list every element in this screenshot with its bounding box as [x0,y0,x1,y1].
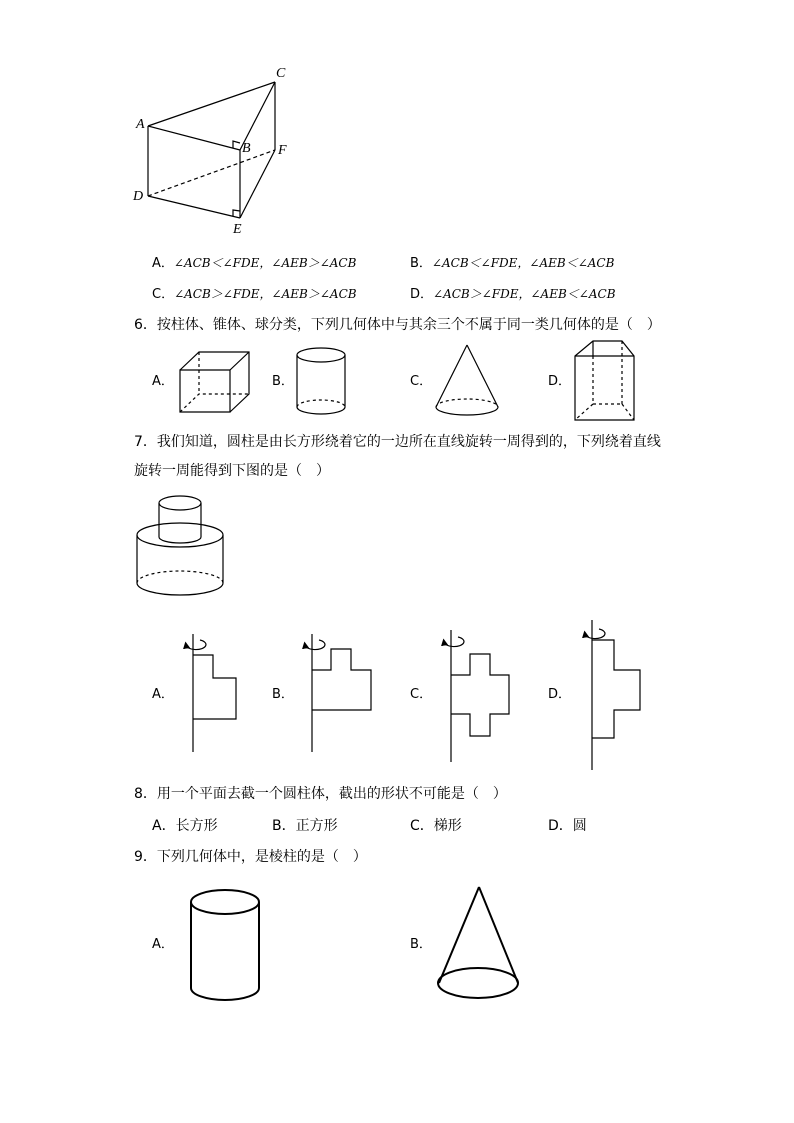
q9-option-a[interactable]: A． [152,937,174,952]
option-text: ∠ACB＜∠FDE，∠AEB＞∠ACB [173,256,357,270]
q6-stem: 6．按柱体、锥体、球分类，下列几何体中与其余三个不属于同一类几何体的是（ ） [134,317,661,333]
option-text: ∠ACB＞∠FDE，∠AEB＜∠ACB [433,287,616,301]
q7-stem-line1: 7．我们知道，圆柱是由长方形绕着它的一边所在直线旋转一周得到的，下列绕着直线 [134,434,661,450]
q7-option-d[interactable]: D． [548,687,572,702]
cone-icon [438,887,518,998]
vertex-label-c: C [276,66,286,81]
vertex-label-f: F [278,143,287,158]
option-text: ∠ACB＞∠FDE，∠AEB＞∠ACB [174,287,357,301]
q7-option-c[interactable]: C． [410,687,433,702]
vertex-label-e: E [233,222,242,237]
q6-option-c[interactable]: C． [410,374,433,389]
option-letter: B． [272,818,296,834]
q8-stem: 8．用一个平面去截一个圆柱体，截出的形状不可能是（ ） [134,786,507,802]
vertex-label-b: B [242,141,251,156]
option-letter: D． [410,287,434,302]
option-letter: A． [152,256,174,271]
option-text: 长方形 [175,818,218,834]
q7-stem-line2: 旋转一周能得到下图的是（ ） [134,463,330,479]
option-letter: C． [152,287,175,302]
option-text: ∠ACB＜∠FDE，∠AEB＜∠ACB [431,256,615,270]
option-text: 圆 [572,818,587,834]
q7-option-a[interactable]: A． [152,687,174,702]
vertex-label-a: A [136,117,145,132]
q6-option-d[interactable]: D． [548,374,572,389]
option-text: 正方形 [295,818,338,834]
vertex-label-d: D [133,189,144,204]
option-text: 梯形 [433,818,462,834]
q6-option-b[interactable]: B． [272,374,294,389]
cylinder-icon [191,890,259,1000]
option-letter: C． [410,818,434,834]
q6-option-a[interactable]: A． [152,374,174,389]
q7-option-b[interactable]: B． [272,687,294,702]
option-letter: B． [410,256,432,271]
option-letter: D． [548,818,573,834]
option-letter: A． [152,818,176,834]
q9-stem: 9．下列几何体中，是棱柱的是（ ） [134,849,367,865]
q9-option-b[interactable]: B． [410,937,432,952]
